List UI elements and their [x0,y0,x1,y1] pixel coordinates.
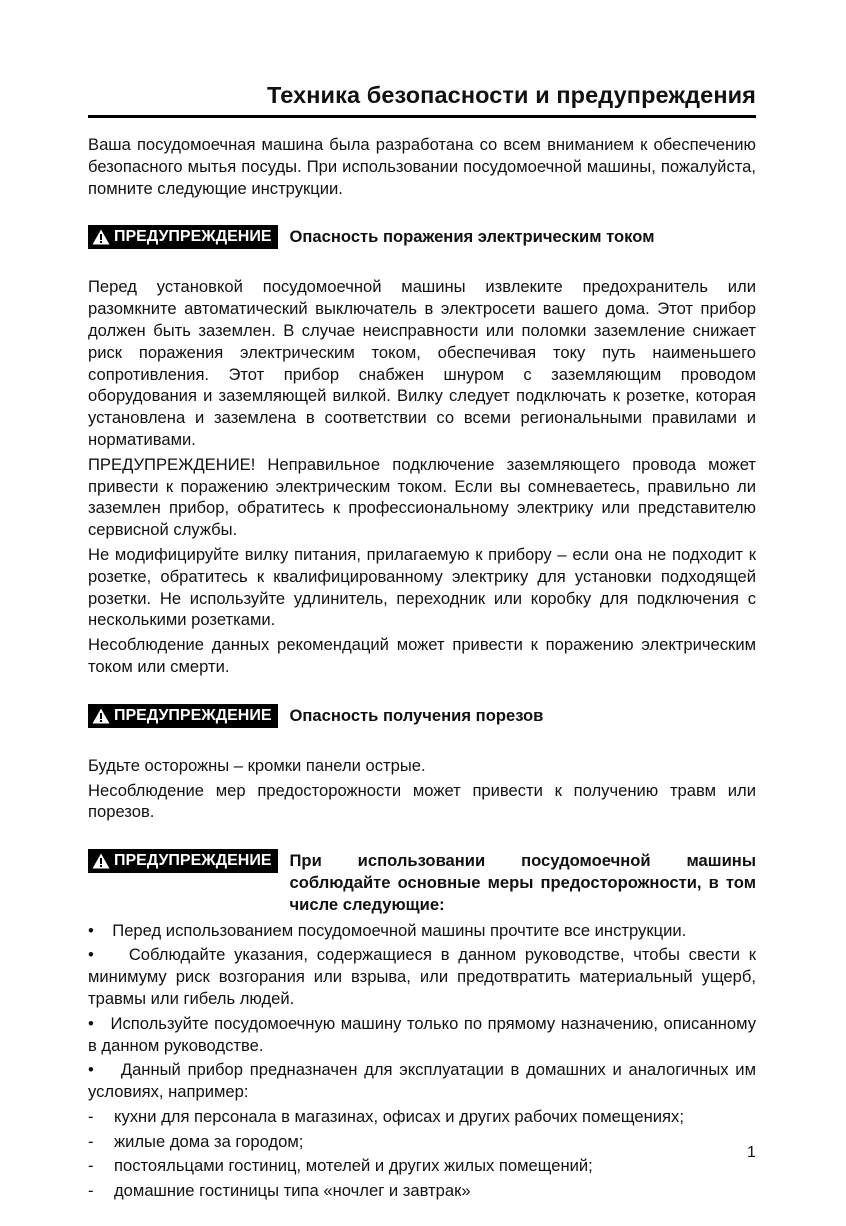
dash-mark: - [88,1181,94,1201]
dash-mark: - [88,1106,94,1126]
paragraph: Несоблюдение мер предосторожности может привести к получению травм или порезов. [88,780,756,822]
bullet-item: • Перед использованием посудомоечной машины прочтите все инструкции. [88,920,687,940]
warning-badge [88,849,278,873]
bullet-item: • Используйте посудомоечную машину только по прямому назначению, описанному в данном руководстве. [88,1013,757,1055]
bullet-item: • Соблюдайте указания, содержащиеся в данном руководстве, чтобы свести к минимуму риск возгорания или взрыва, или предотвратить материальный ущерб, травмы или гибель людей. [88,945,756,1008]
dash-text: жилые дома за городом; [114,1131,304,1151]
page-number: 1 [747,1144,756,1161]
dash-text: кухни для персонала в магазинах, офисах и других рабочих помещениях; [114,1106,684,1126]
content [88,134,756,1202]
dash-text: постояльцами гостиниц, мотелей и других жилых помещений; [114,1156,593,1176]
bullet-text: Соблюдайте указания, содержащиеся в данном руководстве, чтобы свести к минимуму риск возгорания или взрыва, или предотвратить материальный ущерб, травмы или гибель людей. [88,945,756,1008]
dash-item [88,1106,756,1128]
warning-label: ПРЕДУПРЕЖДЕНИЕ [114,706,272,724]
warning-label: ПРЕДУПРЕЖДЕНИЕ [114,852,272,870]
dash-mark: - [88,1156,94,1176]
warning-label: ПРЕДУПРЕЖДЕНИЕ [114,228,272,246]
warning-triangle-icon [92,853,110,869]
paragraph: ПРЕДУПРЕЖДЕНИЕ! Неправильное подключение заземляющего провода может привести к поражению электрическим током. Если вы сомневаетесь, правильно ли заземлен прибор, обратитесь к профессиональному электрику или представителю сервисной службы. [88,454,756,540]
paragraph: Несоблюдение данных рекомендаций может привести к поражению электрическим током или смерти. [88,635,756,676]
page-title: Техника безопасности и предупреждения [266,82,756,108]
warning-block-electric [88,225,756,249]
warning-badge [88,704,278,728]
warning-heading-electric: Опасность поражения электрическим током [289,227,655,247]
dash-item [88,1180,756,1202]
warning-block-cuts [88,704,756,728]
warning-triangle-icon [92,708,110,724]
paragraph: Не модифицируйте вилку питания, прилагаемую к прибору – если она не подходит к розетке, обратитесь к квалифицированному электрику для установки подходящей розетки. Не используйте удлинитель, переходник или коробку для подключения с несколькими розетками. [88,544,756,630]
warning-heading-precautions: При использовании посудомоечной машины соблюдайте основные меры предосторожности, в том числе следующие: [289,851,756,914]
dash-item [88,1155,756,1177]
warning-badge [88,225,278,249]
bullet-item: • Данный прибор предназначен для эксплуатации в домашних и аналогичных им условиях, например: [88,1060,756,1102]
paragraph: Перед установкой посудомоечной машины извлеките предохранитель или разомкните автоматический выключатель в электросети вашего дома. Этот прибор должен быть заземлен. В случае неисправности или поломки заземление снижает риск поражения электрическим током, обеспечивая току путь наименьшего сопротивления. Этот прибор снабжен шнуром с заземляющим проводом оборудования и заземляющей вилкой. Вилку следует подключать к розетке, которая установлена и заземлена в соответствии со всеми региональными правилами и нормативами. [88,277,756,449]
title-rule [88,115,756,118]
dash-text: домашние гостиницы типа «ночлег и завтрак» [114,1181,471,1201]
warning-triangle-icon [92,229,110,245]
dash-item [88,1131,756,1153]
warning-block-precautions [88,849,756,915]
dash-mark: - [88,1131,94,1151]
bullet-text: Используйте посудомоечную машину только по прямому назначению, описанному в данном руководстве. [88,1013,757,1055]
warning-heading-cuts: Опасность получения порезов [289,705,544,725]
bullet-text: Данный прибор предназначен для эксплуатации в домашних и аналогичных им условиях, например: [88,1060,756,1102]
paragraph: Будьте осторожны – кромки панели острые. [88,755,426,775]
intro-paragraph: Ваша посудомоечная машина была разработана со всем вниманием к обеспечению безопасного мытья посуды. При использовании посудомоечной машины, пожалуйста, помните следующие инструкции. [88,135,756,198]
bullet-text: Перед использованием посудомоечной машины прочтите все инструкции. [112,920,687,940]
